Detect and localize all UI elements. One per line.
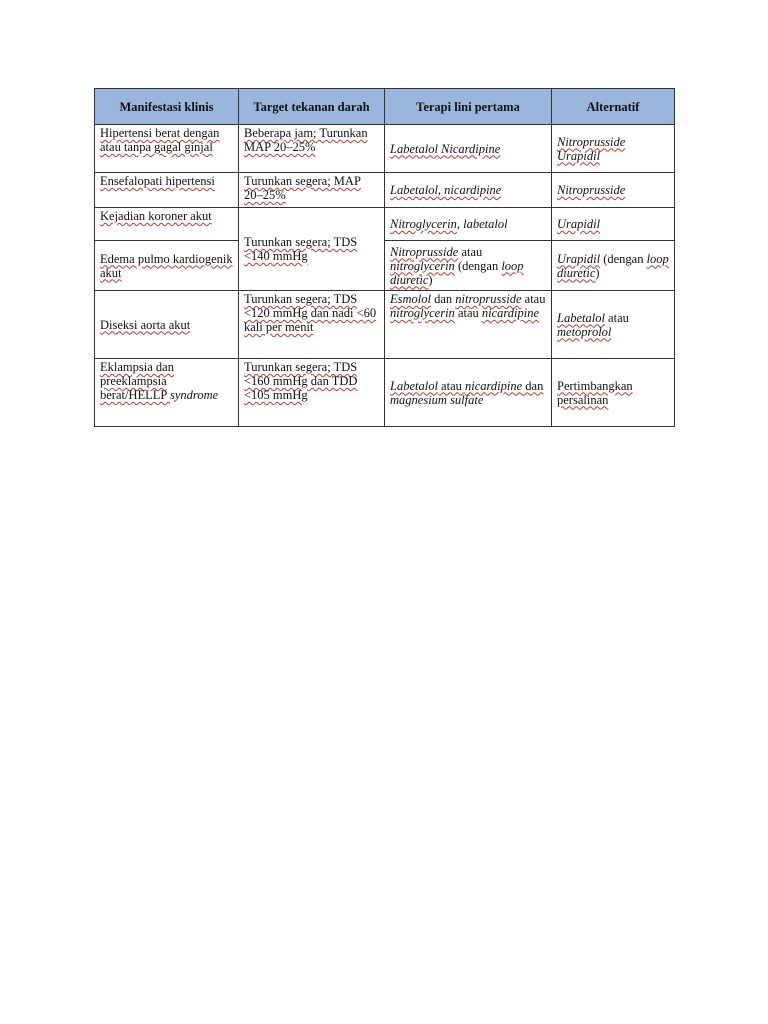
table-row bbox=[95, 173, 675, 208]
table-row bbox=[95, 241, 675, 291]
cell-first-line: Esmolol dan nitroprusside atau nitroglycerin atau nicardipine bbox=[385, 291, 552, 359]
cell-manifestation: Diseksi aorta akut bbox=[95, 291, 239, 359]
cell-first-line: Labetalol atau nicardipine dan magnesium sulfate bbox=[385, 359, 552, 427]
table-row bbox=[95, 291, 675, 359]
cell-first-line: Labetalol, nicardipine bbox=[385, 173, 552, 208]
table-header-row bbox=[95, 89, 675, 125]
cell-manifestation: Kejadian koroner akut bbox=[95, 208, 239, 241]
header-manifestation: Manifestasi klinis bbox=[95, 89, 239, 125]
cell-target: Turunkan segera; TDS <160 mmHg dan TDD <105 mmHg bbox=[239, 359, 385, 427]
cell-target: Turunkan segera; MAP 20–25% bbox=[239, 173, 385, 208]
cell-manifestation: Edema pulmo kardiogenik akut bbox=[95, 241, 239, 291]
cell-alternative: Pertimbangkan persalinan bbox=[552, 359, 675, 427]
therapy-table bbox=[94, 88, 675, 427]
cell-alternative: Nitroprusside Urapidil bbox=[552, 125, 675, 173]
cell-target-merged: Turunkan segera; TDS <140 mmHg bbox=[239, 208, 385, 291]
cell-first-line: Labetalol Nicardipine bbox=[385, 125, 552, 173]
cell-alternative: Nitroprusside bbox=[552, 173, 675, 208]
cell-first-line: Nitroprusside atau nitroglycerin (dengan loop diuretic) bbox=[385, 241, 552, 291]
cell-target: Turunkan segera; TDS <120 mmHg dan nadi <60 kali per menit bbox=[239, 291, 385, 359]
header-alternative: Alternatif bbox=[552, 89, 675, 125]
cell-manifestation: Eklampsia dan preeklampsia berat/HELLP syndrome bbox=[95, 359, 239, 427]
table-row bbox=[95, 208, 675, 241]
header-first-line: Terapi lini pertama bbox=[385, 89, 552, 125]
cell-manifestation: Hipertensi berat dengan atau tanpa gagal ginjal bbox=[95, 125, 239, 173]
table-row bbox=[95, 359, 675, 427]
cell-target: Beberapa jam; Turunkan MAP 20–25% bbox=[239, 125, 385, 173]
cell-alternative: Urapidil (dengan loop diuretic) bbox=[552, 241, 675, 291]
cell-alternative: Labetalol atau metoprolol bbox=[552, 291, 675, 359]
cell-manifestation: Ensefalopati hipertensi bbox=[95, 173, 239, 208]
cell-alternative: Urapidil bbox=[552, 208, 675, 241]
table-row bbox=[95, 125, 675, 173]
header-target: Target tekanan darah bbox=[239, 89, 385, 125]
cell-first-line: Nitroglycerin, labetalol bbox=[385, 208, 552, 241]
